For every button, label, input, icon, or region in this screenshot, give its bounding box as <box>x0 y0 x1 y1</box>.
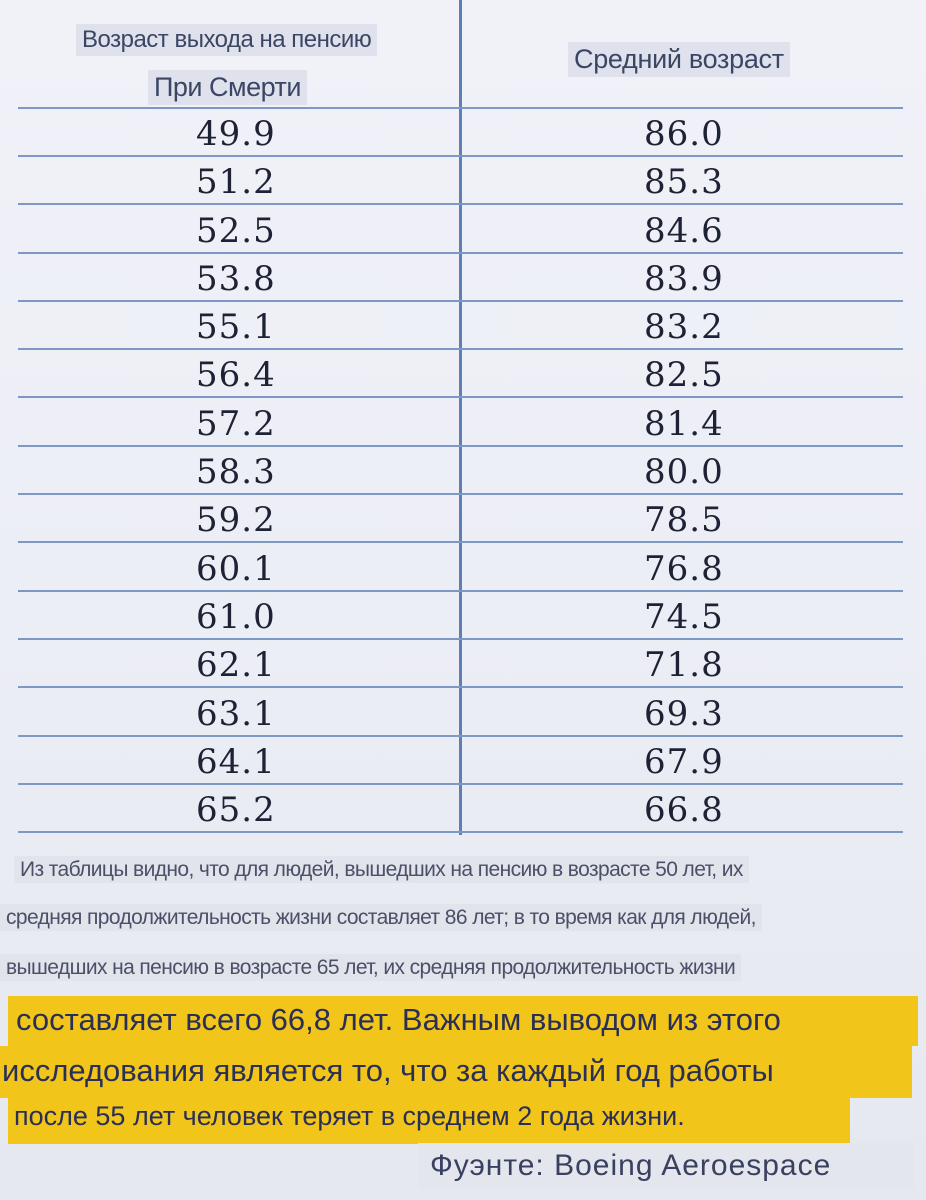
average-age-cell: 81.4 <box>644 403 724 444</box>
note-line-3: вышедших на пенсию в возрасте 65 лет, их средняя продолжительность жизни <box>0 956 926 980</box>
source-caption: Фуэнте: Boeing Aeroespace <box>418 1143 914 1189</box>
note-line-2: средняя продолжительность жизни составляет 86 лет; в то время как для людей, <box>0 906 926 930</box>
retirement-age-cell: 58.3 <box>196 452 276 493</box>
table-row <box>0 301 926 349</box>
header-average-age: Средний возраст <box>568 42 790 77</box>
retirement-age-cell: 53.8 <box>196 258 276 299</box>
average-age-cell: 83.9 <box>644 258 724 299</box>
highlight-line-3: после 55 лет человек теряет в среднем 2 года жизни. <box>8 1096 850 1144</box>
table-row <box>0 688 926 736</box>
table-row <box>0 543 926 591</box>
average-age-cell: 76.8 <box>644 548 724 589</box>
retirement-age-cell: 65.2 <box>196 790 276 831</box>
retirement-age-cell: 59.2 <box>196 500 276 541</box>
header-at-death: При Смерти <box>148 70 307 105</box>
header-retirement-age: Возраст выхода на пенсию <box>76 24 377 56</box>
table-row <box>0 205 926 253</box>
average-age-cell: 86.0 <box>644 114 724 154</box>
table-row <box>0 156 926 204</box>
retirement-age-cell: 64.1 <box>196 741 276 782</box>
retirement-age-cell: 52.5 <box>196 210 276 251</box>
average-age-cell: 85.3 <box>644 162 724 203</box>
row-rule <box>18 831 903 833</box>
retirement-age-cell: 51.2 <box>196 162 276 203</box>
average-age-cell: 67.9 <box>644 741 724 782</box>
retirement-age-cell: 55.1 <box>196 307 276 348</box>
note-line-1: Из таблицы видно, что для людей, вышедших на пенсию в возрасте 50 лет, их <box>14 858 926 882</box>
table-row <box>0 494 926 542</box>
average-age-cell: 69.3 <box>644 693 724 734</box>
table-row <box>0 639 926 687</box>
average-age-cell: 80.0 <box>644 452 724 493</box>
retirement-age-cell: 57.2 <box>196 403 276 444</box>
average-age-cell: 66.8 <box>644 790 724 831</box>
retirement-age-cell: 62.1 <box>196 645 276 686</box>
retirement-age-cell: 60.1 <box>196 548 276 589</box>
average-age-cell: 78.5 <box>644 500 724 541</box>
average-age-cell: 84.6 <box>644 210 724 251</box>
highlight-line-2: исследования является то, что за каждый год работы <box>0 1046 912 1098</box>
average-age-cell: 74.5 <box>644 596 724 637</box>
table-row <box>0 591 926 639</box>
table-row <box>0 784 926 832</box>
average-age-cell: 82.5 <box>644 355 724 396</box>
table-row <box>0 736 926 784</box>
table-row <box>0 108 926 156</box>
table-row <box>0 446 926 494</box>
retirement-age-cell: 61.0 <box>196 596 276 637</box>
table-row <box>0 349 926 397</box>
average-age-cell: 83.2 <box>644 307 724 348</box>
retirement-age-cell: 49.9 <box>196 114 276 154</box>
average-age-cell: 71.8 <box>644 645 724 686</box>
table-row <box>0 398 926 446</box>
table-row <box>0 253 926 301</box>
data-table <box>0 108 926 832</box>
retirement-age-cell: 63.1 <box>196 693 276 734</box>
highlight-line-1: составляет всего 66,8 лет. Важным выводом из этого <box>8 996 918 1046</box>
retirement-age-cell: 56.4 <box>196 355 276 396</box>
